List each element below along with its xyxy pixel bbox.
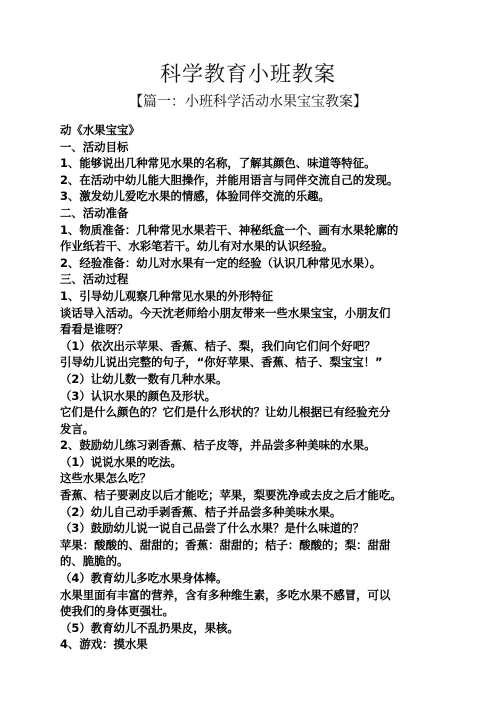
body-line: 作业纸若干、水彩笔若干。幼儿有对水果的认识经验。 xyxy=(60,239,334,254)
body-line: 2、在活动中幼儿能大胆操作，并能用语言与同伴交流自己的发现。 xyxy=(60,172,399,187)
body-line: （5）教育幼儿不乱扔果皮，果核。 xyxy=(60,620,239,635)
body-line: 动《水果宝宝》 xyxy=(60,123,140,137)
body-line: 1、能够说出几种常见水果的名称，了解其颜色、味道等特征。 xyxy=(60,156,376,171)
body-line: 3、激发幼儿爱吃水果的情感，体验同伴交流的乐趣。 xyxy=(60,189,330,204)
body-line: 2、鼓励幼儿练习剥香蕉、桔子皮等，并品尝多种美味的水果。 xyxy=(60,438,376,453)
body-line: 4、游戏：摸水果 xyxy=(60,637,148,652)
document-subtitle: 【篇一：小班科学活动水果宝宝教案】 xyxy=(129,94,367,110)
document-title: 科学教育小班教案 xyxy=(160,62,336,86)
body-line: 这些水果怎么吃？ xyxy=(60,471,152,486)
document-body xyxy=(60,122,446,653)
body-line: 苹果：酸酸的、甜甜的；香蕉：甜甜的；桔子：酸酸的；梨：甜甜 xyxy=(60,537,391,552)
body-line: 看看是谁呀？ xyxy=(60,322,129,337)
body-line: （2）幼儿自己动手剥香蕉、桔子并品尝多种美味水果。 xyxy=(60,504,342,519)
body-line: 使我们的身体更强壮。 xyxy=(60,604,174,619)
body-line: 水果里面有丰富的营养，含有多种维生素，多吃水果不感冒，可以 xyxy=(60,587,391,602)
body-line: 谈话导入活动。今天沈老师给小朋友带来一些水果宝宝，小朋友们 xyxy=(60,305,391,320)
body-line: （3）鼓励幼儿说一说自己品尝了什么水果？是什么味道的？ xyxy=(60,521,365,536)
body-line: 它们是什么颜色的？它们是什么形状的？让幼儿根据已有经验充分 xyxy=(60,405,391,420)
body-line: 香蕉、桔子要剥皮以后才能吃；苹果，梨要洗净或去皮之后才能吃。 xyxy=(60,488,402,503)
body-line: 发言。 xyxy=(60,421,95,436)
body-line: 1、物质准备：几种常见水果若干、神秘纸盒一个、画有水果轮廓的 xyxy=(60,222,399,237)
body-line: （3）认识水果的颜色及形状。 xyxy=(60,388,217,403)
body-line: 三、活动过程 xyxy=(60,272,129,287)
body-line: （2）让幼儿数一数有几种水果。 xyxy=(60,371,228,386)
body-line: 2、经验准备：幼儿对水果有一定的经验（认识几种常见水果）。 xyxy=(60,255,382,270)
body-line: （1）依次出示苹果、香蕉、桔子、梨，我们向它们问个好吧？ xyxy=(60,338,376,353)
body-line: （4）教育幼儿多吃水果身体棒。 xyxy=(60,571,228,586)
body-line: 一、活动目标 xyxy=(60,139,129,154)
body-line: （1）说说水果的吃法。 xyxy=(60,454,182,469)
body-line: 二、活动准备 xyxy=(60,205,129,220)
body-line: 引导幼儿说出完整的句子，“你好苹果、香蕉、桔子、梨宝宝！” xyxy=(60,355,383,370)
body-line: 的、脆脆的。 xyxy=(60,554,129,569)
body-line: 1、引导幼儿观察几种常见水果的外形特征 xyxy=(60,288,273,303)
